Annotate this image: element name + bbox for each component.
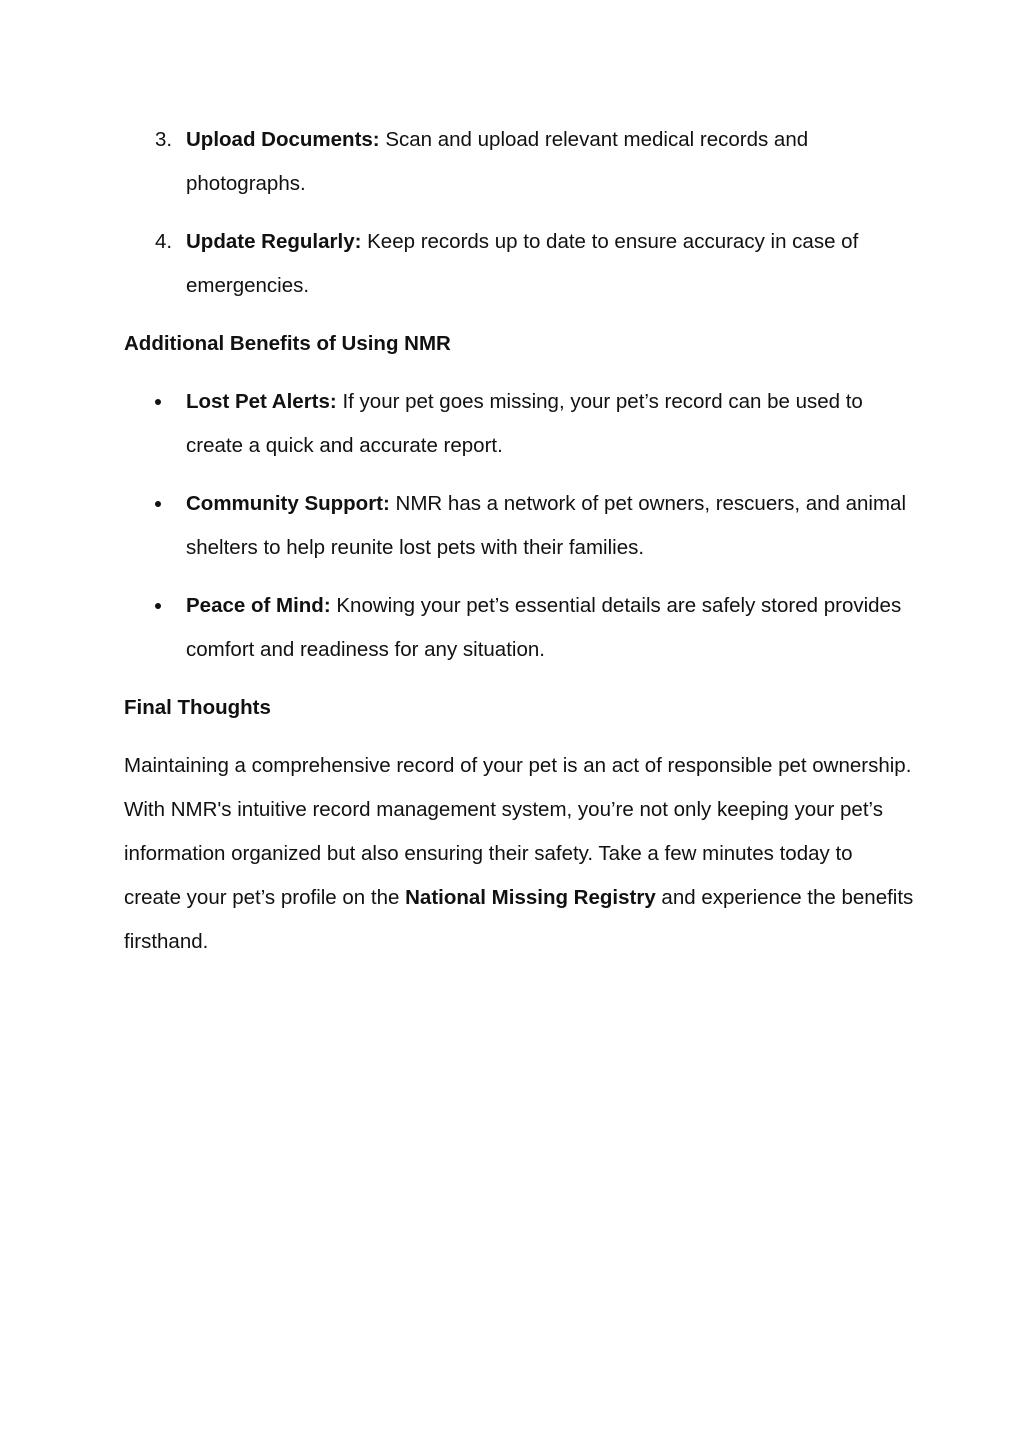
- step-text: Scan and upload relevant medical records and photographs.: [186, 128, 809, 195]
- benefit-lost-pet-alerts: [124, 380, 914, 468]
- steps-list: [124, 118, 914, 308]
- step-title: Upload Documents:: [186, 128, 380, 151]
- benefit-community-support: [124, 482, 914, 570]
- step-upload-documents: [124, 118, 914, 206]
- benefit-text: Knowing your pet’s essential details are safely stored provides comfort and readiness for any situation.: [186, 594, 902, 661]
- bullet-icon: [155, 603, 161, 609]
- benefit-title: Community Support:: [186, 492, 390, 515]
- step-update-regularly: [124, 220, 914, 308]
- benefit-peace-of-mind: [124, 584, 914, 672]
- step-number: 3.: [155, 128, 173, 151]
- step-text: Keep records up to date to ensure accuracy in case of emergencies.: [186, 230, 859, 297]
- bullet-icon: [155, 501, 161, 507]
- benefit-text: If your pet goes missing, your pet’s record can be used to create a quick and accurate report.: [186, 390, 863, 457]
- benefits-list: [124, 380, 914, 672]
- benefit-text: NMR has a network of pet owners, rescuers, and animal shelters to help reunite lost pets with their families.: [186, 492, 906, 559]
- bullet-icon: [155, 399, 161, 405]
- additional-benefits-heading: Additional Benefits of Using NMR: [124, 332, 451, 355]
- final-thoughts-heading: Final Thoughts: [124, 696, 271, 719]
- benefit-title: Peace of Mind:: [186, 594, 331, 617]
- national-missing-registry-emphasis: National Missing Registry: [405, 886, 656, 909]
- final-thoughts-text-after: and experience the benefits firsthand.: [124, 886, 914, 953]
- document-content: [124, 118, 914, 964]
- step-number: 4.: [155, 230, 173, 253]
- final-thoughts-text-before: Maintaining a comprehensive record of your pet is an act of responsible pet ownership. With NMR's intuitive record management system, you’re not only keeping your pet’s information organized but also ensuring their safety. Take a few minutes today to create your pet’s profile on the: [124, 754, 912, 909]
- benefit-title: Lost Pet Alerts:: [186, 390, 337, 413]
- step-title: Update Regularly:: [186, 230, 362, 253]
- final-thoughts-paragraph: [124, 744, 914, 964]
